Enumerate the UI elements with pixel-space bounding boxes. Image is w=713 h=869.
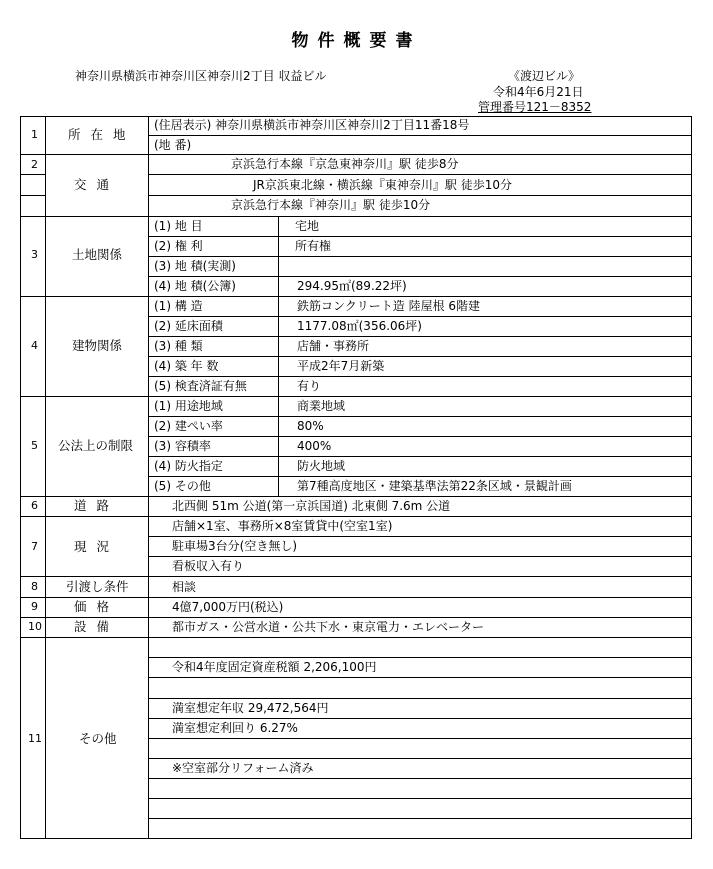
building-item-value: 平成2年7月新築	[297, 359, 385, 373]
property-address-heading: 神奈川県横浜市神奈川区神奈川2丁目 収益ビル	[75, 69, 327, 83]
section-1-label: 所在地	[68, 127, 136, 142]
zoning-item-label: (4) 防火指定	[154, 459, 223, 473]
section-1-number: 1	[31, 128, 38, 141]
transport-row-3: 京浜急行本線『神奈川』駅 徒歩10分	[231, 198, 431, 212]
section-9-number: 9	[31, 600, 38, 613]
building-item-value: 1177.08㎡(356.06坪)	[297, 319, 422, 333]
section-5-number: 5	[31, 439, 38, 452]
status-row-1: 店舗×1室、事務所×8室賃貸中(空室1室)	[172, 519, 393, 533]
zoning-item-label: (5) その他	[154, 479, 211, 493]
land-item-label: (4) 地 積(公簿)	[154, 279, 236, 293]
section-4-label: 建物関係	[72, 338, 123, 353]
land-item-label: (1) 地 目	[154, 219, 203, 233]
land-item-value: 所有権	[295, 239, 332, 253]
zoning-item-value: 80%	[297, 419, 324, 433]
status-row-2: 駐車場3台分(空き無し)	[172, 539, 297, 553]
section-10-number: 10	[28, 620, 42, 633]
other-row-note: ※空室部分リフォーム済み	[172, 761, 314, 775]
zoning-item-value: 第7種高度地区・建築基準法第22条区域・景観計画	[297, 479, 572, 493]
zoning-item-value: 400%	[297, 439, 332, 453]
section-2-label: 交通	[74, 177, 120, 192]
section-5-label: 公法上の制限	[58, 438, 134, 453]
land-item-label: (3) 地 積(実測)	[154, 259, 236, 273]
other-row-income: 満室想定年収 29,472,564円	[172, 701, 329, 715]
section-11-label: その他	[79, 731, 117, 746]
road-info: 北西側 51m 公道(第一京浜国道) 北東側 7.6m 公道	[172, 499, 451, 513]
section-6-label: 道路	[74, 498, 120, 513]
location-address: (住居表示) 神奈川県横浜市神奈川区神奈川2丁目11番18号	[154, 118, 470, 132]
building-item-label: (5) 検査済証有無	[154, 379, 247, 393]
section-11-number: 11	[28, 732, 42, 745]
zoning-item-label: (3) 容積率	[154, 439, 211, 453]
transport-row-1: 京浜急行本線『京急東神奈川』駅 徒歩8分	[231, 157, 459, 171]
location-lot-number: (地 番)	[154, 138, 192, 152]
section-8-label: 引渡し条件	[66, 579, 129, 594]
land-item-value: 294.95㎡(89.22坪)	[297, 279, 407, 293]
other-row-yield: 満室想定利回り 6.27%	[172, 721, 298, 735]
land-item-value: 宅地	[295, 219, 320, 233]
section-4-number: 4	[31, 339, 38, 352]
building-item-label: (2) 延床面積	[154, 319, 223, 333]
section-8-number: 8	[31, 580, 38, 593]
building-item-label: (3) 種 類	[154, 339, 203, 353]
section-7-label: 現況	[74, 539, 120, 554]
status-row-3: 看板収入有り	[172, 559, 245, 573]
section-6-number: 6	[31, 499, 38, 512]
zoning-item-value: 防火地域	[297, 459, 346, 473]
section-3-label: 土地関係	[72, 247, 123, 262]
document-title: 物件概要書	[291, 31, 422, 51]
section-9-label: 価格	[74, 599, 120, 614]
delivery-terms: 相談	[172, 580, 197, 594]
management-number: 管理番号121－8352	[478, 100, 592, 114]
zoning-item-label: (1) 用途地域	[154, 399, 223, 413]
price-value: 4億7,000万円(税込)	[172, 600, 284, 614]
land-item-label: (2) 権 利	[154, 239, 203, 253]
building-item-value: 鉄筋コンクリート造 陸屋根 6階建	[297, 299, 481, 313]
zoning-item-value: 商業地域	[297, 399, 346, 413]
section-10-label: 設備	[74, 619, 120, 634]
facilities-value: 都市ガス・公営水道・公共下水・東京電力・エレベーター	[172, 620, 485, 634]
section-2-number: 2	[31, 158, 38, 171]
building-item-value: 店舗・事務所	[297, 339, 370, 353]
building-item-label: (4) 築 年 数	[154, 359, 219, 373]
zoning-item-label: (2) 建ぺい率	[154, 419, 223, 433]
document-date: 令和4年6月21日	[493, 85, 584, 99]
building-name: 《渡辺ビル》	[508, 69, 581, 83]
building-item-label: (1) 構 造	[154, 299, 203, 313]
section-7-number: 7	[31, 540, 38, 553]
section-3-number: 3	[31, 248, 38, 261]
other-row-tax: 令和4年度固定資産税額 2,206,100円	[172, 660, 377, 674]
transport-row-2: JR京浜東北線・横浜線『東神奈川』駅 徒歩10分	[253, 178, 512, 192]
building-item-value: 有り	[297, 379, 322, 393]
